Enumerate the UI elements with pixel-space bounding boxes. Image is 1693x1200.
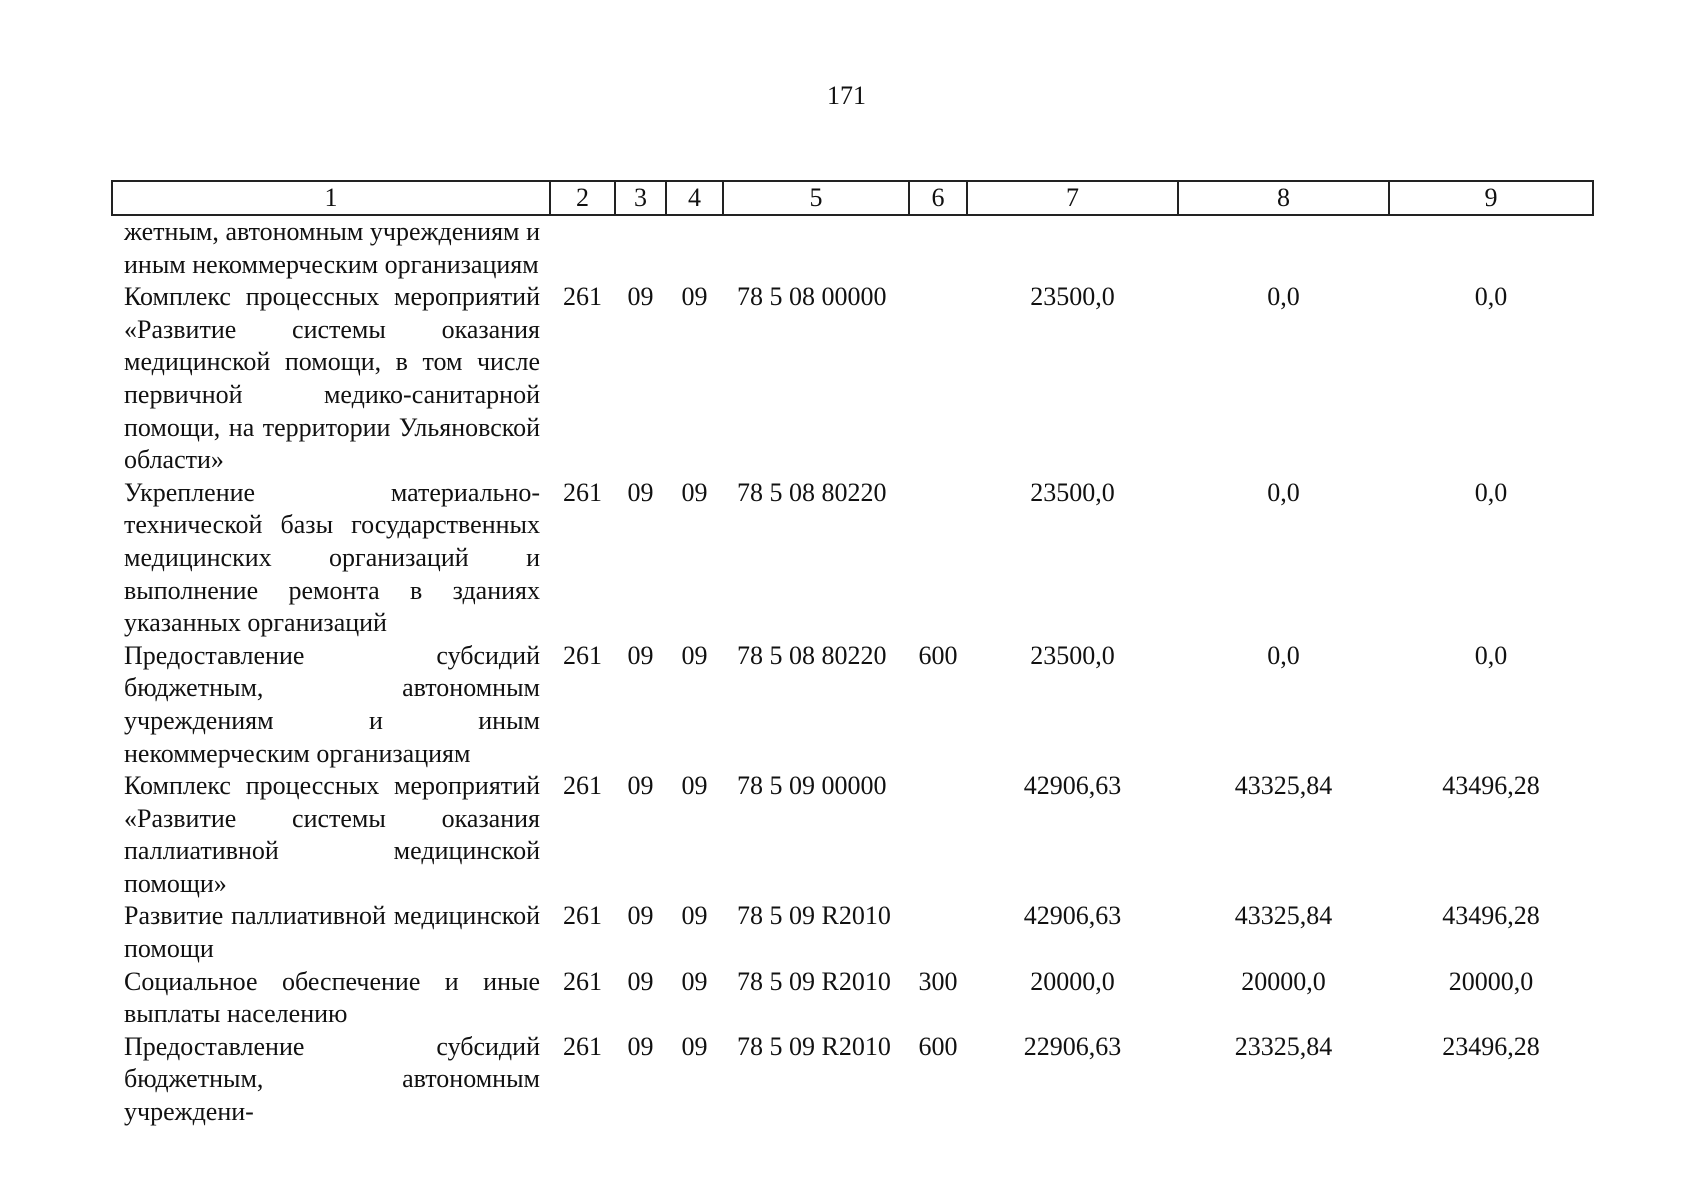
- table-header-row: [112, 181, 1593, 215]
- cell-col8: 0,0: [1267, 282, 1300, 312]
- cell-col7: 23500,0: [1030, 477, 1115, 507]
- cell-col3: 09: [627, 966, 654, 996]
- cell-col5: 78 5 08 00000: [737, 282, 887, 312]
- cell-col2: 261: [563, 282, 602, 312]
- cell-col6: [909, 770, 967, 900]
- cell-col7: 42906,63: [1023, 771, 1122, 801]
- cell-col7: 23500,0: [1030, 282, 1115, 312]
- cell-col9: 43496,28: [1442, 771, 1540, 801]
- cell-col7: 23500,0: [1030, 640, 1115, 670]
- cell-col8: 43325,84: [1234, 771, 1333, 801]
- cell-col2: 261: [563, 771, 602, 801]
- row-description: жетным, автономным учреждениям и иным некоммерческим организациям: [124, 217, 540, 279]
- cell-col4: 09: [681, 901, 708, 931]
- cell-col2: 261: [563, 901, 602, 931]
- cell-col9: 23496,28: [1442, 1031, 1540, 1061]
- cell-col2: 261: [563, 640, 602, 670]
- cell-col4: [666, 215, 723, 281]
- column-header: 2: [550, 181, 615, 215]
- cell-col6: [909, 215, 967, 281]
- column-header: 8: [1178, 181, 1389, 215]
- cell-col3: 09: [627, 1031, 654, 1061]
- cell-col2: 261: [563, 1031, 602, 1061]
- cell-col4: 09: [681, 1031, 708, 1061]
- column-header: 4: [666, 181, 723, 215]
- cell-col9: 0,0: [1474, 477, 1508, 507]
- table-row: [112, 281, 1593, 477]
- row-description: Укрепление материально-технической базы государственных медицинских организаций и выполнение ремонта в зданиях указанных организаций: [124, 477, 540, 638]
- cell-col6: 600: [918, 1031, 958, 1061]
- row-description: Развитие паллиативной медицинской помощи: [124, 901, 540, 964]
- cell-col9: [1389, 215, 1593, 281]
- cell-col4: 09: [681, 282, 708, 312]
- cell-col8: 20000,0: [1241, 966, 1326, 996]
- cell-col9: 43496,28: [1442, 901, 1540, 931]
- cell-col2: 261: [563, 966, 602, 996]
- cell-col8: 23325,84: [1234, 1031, 1333, 1061]
- row-description: Предоставление субсидий бюджетным, автономным учреждениям и иным некоммерческим организациям: [124, 640, 540, 768]
- cell-col9: 20000,0: [1448, 966, 1534, 996]
- cell-col8: 0,0: [1267, 640, 1300, 670]
- cell-col6: 600: [918, 640, 958, 670]
- row-description: Предоставление субсидий бюджетным, автономным учреждени-: [124, 1031, 540, 1127]
- cell-col8: 0,0: [1267, 477, 1300, 507]
- table-row: [112, 477, 1593, 640]
- cell-col6: [909, 900, 967, 965]
- cell-col3: 09: [627, 477, 654, 507]
- cell-col8: [1178, 215, 1389, 281]
- cell-col8: 43325,84: [1234, 901, 1333, 931]
- table-row: [112, 640, 1593, 770]
- cell-col2: [550, 215, 615, 281]
- table-row: [112, 900, 1593, 965]
- column-header: 3: [615, 181, 666, 215]
- cell-col4: 09: [681, 477, 708, 507]
- table-row: [112, 215, 1593, 281]
- cell-col3: 09: [627, 640, 654, 670]
- row-description: Комплекс процессных мероприятий «Развитие системы оказания паллиативной медицинской помощи»: [124, 771, 540, 898]
- cell-col3: 09: [627, 901, 654, 931]
- cell-col9: 0,0: [1474, 640, 1508, 670]
- cell-col3: [615, 215, 666, 281]
- cell-col5: 78 5 09 R2010: [737, 1031, 891, 1061]
- column-header: 1: [112, 181, 550, 215]
- column-header: 9: [1389, 181, 1593, 215]
- cell-col5: 78 5 09 R2010: [737, 966, 891, 996]
- cell-col4: 09: [681, 640, 708, 670]
- column-header: 5: [723, 181, 909, 215]
- table-row: [112, 966, 1593, 1031]
- cell-col5: 78 5 08 80220: [737, 640, 887, 670]
- cell-col3: 09: [627, 771, 654, 801]
- cell-col7: 20000,0: [1030, 966, 1115, 996]
- cell-col5: [723, 215, 909, 281]
- column-header: 7: [967, 181, 1178, 215]
- cell-col5: 78 5 08 80220: [737, 477, 887, 507]
- table-row: [112, 1031, 1593, 1129]
- cell-col7: 22906,63: [1023, 1031, 1122, 1061]
- cell-col5: 78 5 09 R2010: [737, 901, 891, 931]
- cell-col6: [909, 281, 967, 477]
- cell-col5: 78 5 09 00000: [737, 771, 887, 801]
- cell-col4: 09: [681, 771, 708, 801]
- cell-col3: 09: [627, 282, 654, 312]
- cell-col7: 42906,63: [1023, 901, 1122, 931]
- row-description: Комплекс процессных мероприятий «Развитие системы оказания медицинской помощи, в том числе первичной медико-санитарной помощи, на территории Ульяновской области»: [124, 282, 540, 475]
- cell-col4: 09: [681, 966, 708, 996]
- cell-col6: 300: [918, 966, 958, 996]
- column-header: 6: [909, 181, 967, 215]
- cell-col7: [967, 215, 1178, 281]
- table-row: [112, 770, 1593, 900]
- cell-col6: [909, 477, 967, 640]
- cell-col9: 0,0: [1474, 282, 1508, 312]
- cell-col2: 261: [563, 477, 602, 507]
- budget-table: [111, 180, 1594, 1129]
- page-number: 171: [827, 81, 866, 110]
- row-description: Социальное обеспечение и иные выплаты населению: [124, 966, 540, 1029]
